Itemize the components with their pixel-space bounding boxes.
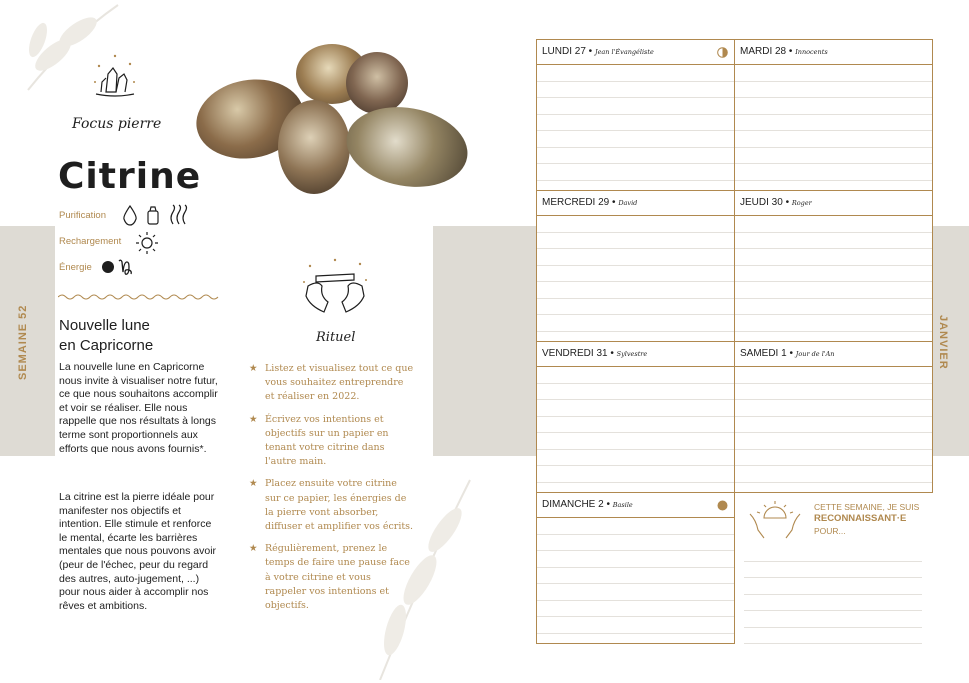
gratitude-hands-icon [744,500,806,542]
gratitude-line-1: CETTE SEMAINE, JE SUIS [814,502,920,512]
new-moon-icon [101,260,115,274]
crystal-icon [90,52,140,104]
day-name: LUNDI 27 [542,46,586,57]
gratitude-lines[interactable] [744,545,922,644]
day-saint: Innocents [795,48,828,56]
day-name: MERCREDI 29 [542,197,610,208]
day-name: SAMEDI 1 [740,348,787,359]
property-row-purification [59,210,106,221]
day-saint: David [618,199,638,207]
day-box-tuesday[interactable]: MARDI 28 • Innocents [734,39,933,191]
focus-label: Focus pierre [72,116,162,132]
salt-shaker-icon [148,204,149,205]
sun-icon [135,231,159,255]
ritual-item: ★ Placez ensuite votre citrine sur ce papier, les énergies de la pierre vont absorber, diffuser et amplifier vos écrits. [249,478,414,533]
day-saint: Jean l'Évangéliste [594,48,654,56]
wave-divider [58,293,222,301]
heading-line-2: en Capricorne [59,337,154,354]
capricorn-icon [118,258,134,276]
heading-line-1: Nouvelle lune [59,317,150,334]
day-box-friday[interactable]: VENDREDI 31 • Sylvestre [536,341,735,493]
paragraph-2: La citrine est la pierre idéale pour manifester nos objectifs et intention. Elle stimule et renforce le mental, écarte les barrières mentales que nous pouvons avoir (peur de l'échec, peur du regard des autres, auto-jugement, ...) pour nous aider à accomplir nos rêves et ambitions. [59,491,217,612]
hands-icon [298,256,372,320]
full-moon-icon [717,500,728,511]
first-quarter-moon-icon [717,47,728,58]
stone-image-3 [346,52,408,114]
energy-label: Énergie [59,262,92,273]
day-name: DIMANCHE 2 [542,499,604,510]
ritual-list [249,362,415,621]
property-row-energy [59,262,92,273]
purification-label: Purification [59,210,106,221]
stone-image-5 [340,98,474,196]
day-box-sunday[interactable]: DIMANCHE 2 • Basile [536,492,735,644]
stone-image-4 [278,100,350,194]
day-saint: Basile [612,501,633,509]
ritual-item: ★ Écrivez vos intentions et objectifs sur un papier en tenant votre citrine dans l'autre main. [249,413,389,468]
water-drop-icon [120,204,192,226]
ritual-item: ★ Régulièrement, prenez le temps de faire une pause face à votre citrine et vous rappeler vos intentions et objectifs. [249,543,410,612]
day-box-monday[interactable]: LUNDI 27 • Jean l'Évangéliste [536,39,735,191]
day-box-saturday[interactable]: SAMEDI 1 • Jour de l'An [734,341,933,493]
section-heading [59,316,153,356]
stone-title: Citrine [58,156,202,197]
day-box-thursday[interactable]: JEUDI 30 • Roger [734,190,933,342]
ritual-title: Rituel [316,330,356,345]
day-saint: Sylvestre [616,350,648,358]
week-label: SEMAINE 52 [17,304,29,380]
day-name: VENDREDI 31 [542,348,608,359]
recharge-label: Rechargement [59,236,122,247]
month-label: JANVIER [937,315,949,370]
day-name: MARDI 28 [740,46,787,57]
property-row-recharge [59,236,121,247]
smoke-icon [170,204,171,205]
day-saint: Jour de l'An [795,350,835,358]
gratitude-line-3: POUR... [814,526,846,536]
day-name: JEUDI 30 [740,197,783,208]
gratitude-prompt [814,501,919,537]
paragraph-1: La nouvelle lune en Capricorne nous invite à visualiser notre futur, ce que nous souhaitons accomplir et voir se réaliser. Elle nous rappelle que nos résultats à longs terme sont proportionnels aux efforts que nous avons fournis*. [59,361,218,455]
ritual-item: ★ Listez et visualisez tout ce que vous souhaitez entreprendre et réaliser en 2022. [249,363,414,403]
day-box-wednesday[interactable]: MERCREDI 29 • David [536,190,735,342]
gratitude-line-2: RECONNAISSANT·E [814,513,907,524]
day-saint: Roger [791,199,812,207]
